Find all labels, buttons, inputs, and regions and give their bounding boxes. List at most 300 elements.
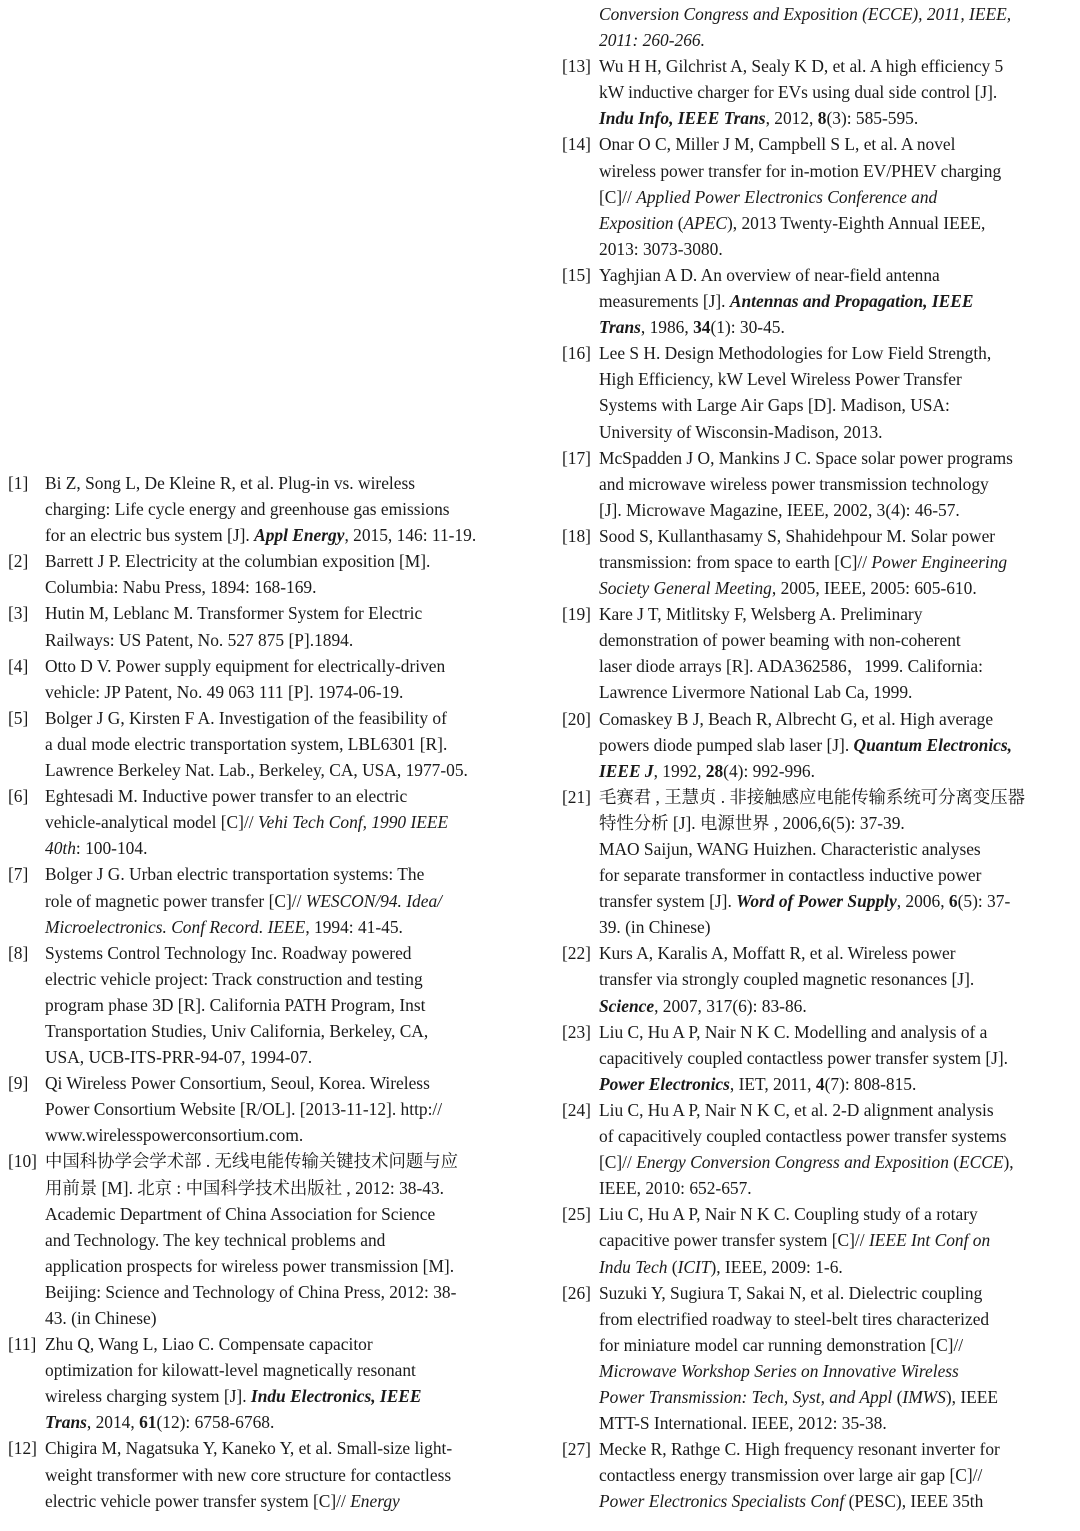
text-run: , 2015, 146: 11-19. bbox=[344, 525, 477, 546]
reference-line bbox=[599, 314, 1078, 340]
text-run: transmission: from space to earth [C]// bbox=[599, 551, 872, 572]
reference-line bbox=[599, 888, 1078, 914]
text-run: contactless energy transmission over large air gap [C]// bbox=[599, 1465, 983, 1486]
text-run: capacitive power transfer system [C]// bbox=[599, 1230, 869, 1251]
reference-line bbox=[599, 601, 1078, 627]
text-run: and microwave wireless power transmission technology bbox=[599, 473, 989, 494]
reference-line bbox=[45, 861, 520, 887]
text-run: MAO Saijun, WANG Huizhen. Characteristic analyses bbox=[599, 839, 981, 859]
reference-text bbox=[599, 1019, 1078, 1097]
reference-line bbox=[45, 966, 520, 992]
reference-number: [19] bbox=[562, 604, 591, 625]
reference-item bbox=[562, 340, 1078, 444]
text-run: Liu C, Hu A P, Nair N K C. Coupling study of a rotary bbox=[599, 1204, 978, 1225]
reference-text bbox=[599, 523, 1078, 601]
text-run: electric vehicle power transfer system [C]// bbox=[45, 1490, 351, 1511]
reference-text bbox=[45, 1331, 520, 1435]
reference-line bbox=[45, 1409, 520, 1435]
reference-number: [4] bbox=[8, 655, 29, 676]
reference-line bbox=[599, 966, 1078, 992]
text-run: ), IEEE bbox=[945, 1386, 999, 1407]
text-run: ), bbox=[1003, 1152, 1014, 1173]
reference-line bbox=[45, 1175, 520, 1201]
reference-line bbox=[599, 1045, 1078, 1071]
reference-number: [8] bbox=[8, 942, 29, 963]
reference-text bbox=[599, 131, 1078, 261]
text-run: Power Consortium Website [R/OL]. [2013-11-12]. http:// bbox=[45, 1099, 443, 1120]
reference-item bbox=[562, 53, 1078, 131]
text-run: ), IEEE, 2009: 1-6. bbox=[710, 1256, 843, 1277]
reference-line bbox=[599, 392, 1078, 418]
text-run: ( bbox=[892, 1386, 903, 1407]
text-run: IEEE J bbox=[599, 760, 654, 781]
text-run: Wu H H, Gilchrist A, Sealy K D, et al. A high efficiency 5 bbox=[599, 56, 1004, 77]
reference-item bbox=[8, 653, 520, 705]
text-run: , 2014, bbox=[86, 1412, 140, 1433]
text-run: APEC bbox=[683, 212, 727, 233]
reference-line bbox=[599, 862, 1078, 888]
text-run: Eghtesadi M. Inductive power transfer to an electric bbox=[45, 786, 408, 807]
reference-item bbox=[562, 1201, 1078, 1279]
reference-line bbox=[45, 1305, 520, 1331]
left-column bbox=[8, 470, 520, 1514]
reference-line bbox=[599, 497, 1078, 523]
reference-line bbox=[599, 1149, 1078, 1175]
reference-line bbox=[45, 1357, 520, 1383]
reference-line bbox=[599, 810, 1078, 836]
reference-line bbox=[599, 340, 1078, 366]
reference-number: [20] bbox=[562, 708, 591, 729]
text-run: Antennas and Propagation, IEEE bbox=[729, 291, 974, 312]
text-run: Energy bbox=[350, 1490, 400, 1511]
continued-reference-text bbox=[562, 1, 1078, 53]
reference-text bbox=[599, 940, 1078, 1018]
text-run: charging: Life cycle energy and greenhouse gas emissions bbox=[45, 499, 450, 520]
text-run: 2011: 260-266. bbox=[599, 30, 705, 51]
text-run: Transportation Studies, Univ California, Berkeley, CA, bbox=[45, 1020, 429, 1041]
reference-line bbox=[599, 445, 1078, 471]
reference-line bbox=[45, 1018, 520, 1044]
reference-item bbox=[8, 705, 520, 783]
text-run: Trans bbox=[599, 317, 641, 338]
reference-text bbox=[599, 1280, 1078, 1437]
reference-item bbox=[8, 1148, 520, 1331]
text-run: Quantum Electronics, bbox=[853, 734, 1013, 755]
reference-number: [14] bbox=[562, 134, 591, 155]
text-run: Microwave Workshop Series on Innovative Wireless bbox=[599, 1360, 959, 1381]
text-run: Systems with Large Air Gaps [D]. Madison, USA: bbox=[599, 395, 950, 416]
text-run: High Efficiency, kW Level Wireless Power Transfer bbox=[599, 369, 962, 390]
text-run: role of magnetic power transfer [C]// bbox=[45, 890, 306, 911]
text-run: 用前景 [M]. 北京 : 中国科学技术出版社 , 2012: 38-43. bbox=[45, 1177, 445, 1198]
reference-item bbox=[8, 1070, 520, 1148]
text-run: Bi Z, Song L, De Kleine R, et al. Plug-in vs. wireless bbox=[45, 473, 415, 493]
text-run: Power Electronics Specialists Conf bbox=[599, 1491, 845, 1512]
reference-text bbox=[599, 1097, 1078, 1201]
reference-line bbox=[599, 836, 1078, 862]
reference-number: [16] bbox=[562, 343, 591, 364]
text-run: Appl Energy bbox=[254, 525, 345, 546]
text-run: demonstration of power beaming with non-coherent bbox=[599, 630, 961, 651]
text-run: Barrett J P. Electricity at the columbian exposition [M]. bbox=[45, 551, 431, 572]
text-run: Power Electronics bbox=[599, 1073, 730, 1094]
reference-line bbox=[599, 653, 1078, 679]
text-run: Systems Control Technology Inc. Roadway powered bbox=[45, 942, 412, 963]
reference-line bbox=[599, 1, 1078, 27]
reference-line bbox=[599, 940, 1078, 966]
reference-line bbox=[45, 1201, 520, 1227]
text-run: vehicle: JP Patent, No. 49 063 111 [P]. 1974-06-19. bbox=[45, 681, 404, 702]
reference-line bbox=[45, 705, 520, 731]
reference-text bbox=[45, 705, 520, 783]
text-run: , 2005, IEEE, 2005: 605-610. bbox=[771, 578, 977, 599]
reference-line bbox=[45, 1096, 520, 1122]
reference-line bbox=[45, 496, 520, 522]
text-run: a dual mode electric transportation system, LBL6301 [R]. bbox=[45, 733, 448, 754]
reference-number: [26] bbox=[562, 1282, 591, 1303]
reference-line bbox=[599, 1019, 1078, 1045]
text-run: 8 bbox=[817, 108, 827, 129]
text-run: Indu Info, IEEE Trans bbox=[599, 108, 766, 129]
text-run: 43. (in Chinese) bbox=[45, 1308, 157, 1328]
reference-text bbox=[45, 548, 520, 600]
reference-line bbox=[45, 1253, 520, 1279]
reference-line bbox=[599, 27, 1078, 53]
reference-line bbox=[599, 105, 1078, 131]
text-run: 28 bbox=[705, 760, 724, 781]
text-run: program phase 3D [R]. California PATH Program, Inst bbox=[45, 994, 426, 1015]
reference-line bbox=[599, 131, 1078, 157]
text-run: Kurs A, Karalis A, Moffatt R, et al. Wireless power bbox=[599, 943, 956, 964]
reference-text bbox=[45, 861, 520, 939]
text-run: USA, UCB-ITS-PRR-94-07, 1994-07. bbox=[45, 1047, 313, 1068]
text-run: Indu Electronics, IEEE bbox=[250, 1386, 422, 1407]
reference-line bbox=[599, 1436, 1078, 1462]
text-run: (3): 585-595. bbox=[826, 108, 919, 129]
text-run: (4): 992-996. bbox=[723, 760, 815, 781]
reference-line bbox=[599, 1384, 1078, 1410]
text-run: Liu C, Hu A P, Nair N K C. Modelling and analysis of a bbox=[599, 1021, 988, 1042]
text-run: 4 bbox=[815, 1073, 825, 1094]
reference-text bbox=[599, 445, 1078, 523]
text-run: IEEE Int Conf on bbox=[868, 1230, 991, 1251]
reference-number: [24] bbox=[562, 1099, 591, 1120]
text-run: weight transformer with new core structure for contactless bbox=[45, 1464, 452, 1485]
reference-line bbox=[599, 1201, 1078, 1227]
reference-line bbox=[599, 549, 1078, 575]
text-run: MTT-S International. IEEE, 2012: 35-38. bbox=[599, 1413, 887, 1434]
text-run: , 2012, bbox=[765, 108, 818, 129]
reference-line bbox=[45, 809, 520, 835]
reference-line bbox=[45, 783, 520, 809]
text-run: (12): 6758-6768. bbox=[156, 1412, 275, 1433]
reference-item bbox=[562, 706, 1078, 784]
text-run: vehicle-analytical model [C]// bbox=[45, 812, 258, 833]
text-run: Columbia: Nabu Press, 1894: 168-169. bbox=[45, 577, 317, 598]
text-run: 34 bbox=[693, 317, 711, 338]
reference-line bbox=[45, 835, 520, 861]
text-run: Mecke R, Rathge C. High frequency resonant inverter for bbox=[599, 1439, 1000, 1460]
reference-line bbox=[45, 914, 520, 940]
reference-line bbox=[45, 470, 520, 496]
reference-line bbox=[599, 1306, 1078, 1332]
right-reference-list bbox=[562, 53, 1078, 1514]
reference-line bbox=[599, 758, 1078, 784]
text-run: (5): 37- bbox=[957, 891, 1011, 912]
text-run: Zhu Q, Wang L, Liao C. Compensate capacitor bbox=[45, 1334, 373, 1355]
reference-line bbox=[599, 184, 1078, 210]
text-run: Beijing: Science and Technology of China Press, 2012: 38- bbox=[45, 1281, 457, 1302]
text-run: ), 2011, IEEE, bbox=[912, 4, 1012, 24]
reference-line bbox=[599, 419, 1078, 445]
reference-line bbox=[599, 471, 1078, 497]
text-run: www.wirelesspowerconsortium.com. bbox=[45, 1125, 304, 1146]
reference-number: [9] bbox=[8, 1073, 29, 1094]
reference-line bbox=[599, 732, 1078, 758]
reference-item bbox=[562, 1019, 1078, 1097]
reference-line bbox=[45, 627, 520, 653]
reference-number: [6] bbox=[8, 786, 29, 807]
reference-number: [12] bbox=[8, 1438, 37, 1459]
text-run: wireless charging system [J]. bbox=[45, 1386, 251, 1407]
reference-number: [17] bbox=[562, 447, 591, 468]
text-run: Lee S H. Design Methodologies for Low Field Strength, bbox=[599, 343, 992, 364]
reference-item bbox=[8, 783, 520, 861]
reference-line bbox=[599, 158, 1078, 184]
reference-line bbox=[45, 940, 520, 966]
text-run: powers diode pumped slab laser [J]. bbox=[599, 734, 854, 755]
text-run: Lawrence Berkeley Nat. Lab., Berkeley, CA, USA, 1977-05. bbox=[45, 760, 468, 781]
text-run: and Technology. The key technical problems and bbox=[45, 1229, 386, 1250]
text-run: Hutin M, Leblanc M. Transformer System for Electric bbox=[45, 603, 423, 624]
text-run: Science bbox=[599, 995, 655, 1016]
text-run: Kare J T, Mitlitsky F, Welsberg A. Preliminary bbox=[599, 604, 923, 625]
right-column bbox=[562, 1, 1078, 1514]
reference-text bbox=[45, 653, 520, 705]
text-run: kW inductive charger for EVs using dual side control [J]. bbox=[599, 82, 998, 103]
text-run: Comaskey B J, Beach R, Albrecht G, et al. High average bbox=[599, 708, 994, 729]
text-run: : 100-104. bbox=[75, 838, 148, 859]
reference-item bbox=[8, 861, 520, 939]
reference-line bbox=[599, 784, 1078, 810]
reference-line bbox=[599, 1332, 1078, 1358]
text-run: Indu Tech bbox=[599, 1256, 668, 1277]
reference-item bbox=[8, 1331, 520, 1435]
reference-line bbox=[45, 757, 520, 783]
reference-line bbox=[45, 1383, 520, 1409]
reference-text bbox=[599, 706, 1078, 784]
text-run: Vehi Tech Conf, 1990 IEEE bbox=[257, 812, 449, 833]
reference-number: [11] bbox=[8, 1334, 37, 1355]
text-run: (7): 808-815. bbox=[824, 1073, 917, 1094]
text-run: , 1992, bbox=[653, 760, 706, 781]
reference-line bbox=[45, 522, 520, 548]
reference-line bbox=[599, 288, 1078, 314]
reference-number: [3] bbox=[8, 603, 29, 624]
reference-number: [23] bbox=[562, 1021, 591, 1042]
reference-line bbox=[599, 706, 1078, 732]
text-run: Applied Power Electronics Conference and bbox=[636, 186, 938, 207]
reference-item bbox=[562, 445, 1078, 523]
reference-line bbox=[599, 1410, 1078, 1436]
reference-line bbox=[45, 574, 520, 600]
reference-number: [2] bbox=[8, 551, 29, 572]
reference-line bbox=[45, 600, 520, 626]
reference-line bbox=[45, 1462, 520, 1488]
reference-line bbox=[599, 236, 1078, 262]
reference-number: [21] bbox=[562, 786, 591, 807]
reference-line bbox=[599, 627, 1078, 653]
text-run: ECCE bbox=[959, 1152, 1004, 1173]
reference-line bbox=[45, 1044, 520, 1070]
reference-line bbox=[599, 1488, 1078, 1514]
text-run: transfer system [J]. bbox=[599, 891, 737, 912]
text-run: capacitively coupled contactless power transfer system [J]. bbox=[599, 1047, 1009, 1068]
text-run: ( bbox=[667, 1256, 678, 1277]
text-run: Bolger J G, Kirsten F A. Investigation of the feasibility of bbox=[45, 707, 447, 728]
text-run: , IET, 2011, bbox=[729, 1073, 816, 1094]
reference-number: [1] bbox=[8, 473, 29, 493]
reference-number: [13] bbox=[562, 56, 591, 77]
reference-text bbox=[45, 1070, 520, 1148]
reference-text bbox=[45, 470, 520, 548]
text-run: 39. (in Chinese) bbox=[599, 917, 711, 938]
reference-line bbox=[45, 992, 520, 1018]
reference-line bbox=[599, 1123, 1078, 1149]
text-run: University of Wisconsin-Madison, 2013. bbox=[599, 421, 883, 442]
reference-number: [15] bbox=[562, 264, 591, 285]
reference-line bbox=[45, 1488, 520, 1514]
text-run: 6 bbox=[948, 891, 958, 912]
text-run: Chigira M, Nagatsuka Y, Kaneko Y, et al. Small-size light- bbox=[45, 1438, 453, 1459]
reference-item bbox=[562, 784, 1078, 941]
text-run: 毛赛君 , 王慧贞 . 非接触感应电能传输系统可分离变压器 bbox=[599, 786, 1026, 807]
reference-number: [25] bbox=[562, 1204, 591, 1225]
reference-text bbox=[599, 1201, 1078, 1279]
text-run: from electrified roadway to steel-belt tires characterized bbox=[599, 1308, 990, 1329]
reference-line bbox=[599, 79, 1078, 105]
reference-text bbox=[45, 1435, 520, 1513]
reference-text bbox=[599, 340, 1078, 444]
reference-line bbox=[45, 1227, 520, 1253]
reference-text bbox=[45, 1148, 520, 1331]
text-run: (PESC), IEEE 35th bbox=[844, 1491, 984, 1512]
reference-item bbox=[562, 1097, 1078, 1201]
text-run: Suzuki Y, Sugiura T, Sakai N, et al. Dielectric coupling bbox=[599, 1282, 983, 1303]
reference-line bbox=[45, 679, 520, 705]
text-run: Academic Department of China Association for Science bbox=[45, 1203, 436, 1224]
reference-line bbox=[599, 1071, 1078, 1097]
text-run: ECCE bbox=[867, 4, 913, 24]
reference-item bbox=[8, 940, 520, 1070]
reference-line bbox=[599, 575, 1078, 601]
text-run: Conversion Congress and Exposition bbox=[599, 4, 858, 24]
text-run: Power Transmission: Tech, Syst, and Appl bbox=[599, 1386, 893, 1407]
reference-line bbox=[599, 1280, 1078, 1306]
text-run: electric vehicle project: Track construction and testing bbox=[45, 968, 423, 989]
text-run: Liu C, Hu A P, Nair N K C, et al. 2-D alignment analysis bbox=[599, 1099, 994, 1120]
reference-line bbox=[599, 1097, 1078, 1123]
text-run: wireless power transfer for in-motion EV/PHEV charging bbox=[599, 160, 1002, 181]
text-run: for miniature model car running demonstration [C]// bbox=[599, 1334, 964, 1355]
text-run: Yaghjian A D. An overview of near-field antenna bbox=[599, 264, 940, 285]
reference-line bbox=[45, 1435, 520, 1461]
reference-line bbox=[45, 548, 520, 574]
reference-text bbox=[45, 600, 520, 652]
text-run: for an electric bus system [J]. bbox=[45, 525, 255, 546]
text-run: WESCON/94. Idea/ bbox=[305, 890, 442, 911]
reference-item bbox=[8, 470, 520, 548]
text-run: McSpadden J O, Mankins J C. Space solar power programs bbox=[599, 447, 1013, 468]
text-run: Exposition bbox=[599, 212, 674, 233]
reference-text bbox=[599, 262, 1078, 340]
text-run: Microelectronics. Conf Record. IEEE bbox=[45, 916, 306, 937]
text-run: for separate transformer in contactless inductive power bbox=[599, 865, 982, 886]
reference-text bbox=[599, 601, 1078, 705]
text-run: ), 2013 Twenty-Eighth Annual IEEE, bbox=[727, 212, 986, 233]
text-run: , 1986, bbox=[640, 317, 694, 338]
text-run: 2013: 3073-3080. bbox=[599, 238, 723, 259]
reference-line bbox=[599, 1227, 1078, 1253]
reference-line bbox=[599, 993, 1078, 1019]
text-run: Otto D V. Power supply equipment for electrically-driven bbox=[45, 655, 446, 676]
reference-line bbox=[45, 1148, 520, 1174]
text-run: Sood S, Kullanthasamy S, Shahidehpour M. Solar power bbox=[599, 525, 996, 546]
reference-text bbox=[45, 783, 520, 861]
reference-line bbox=[45, 1331, 520, 1357]
reference-item bbox=[562, 262, 1078, 340]
text-run: Railways: US Patent, No. 527 875 [P].1894. bbox=[45, 629, 354, 650]
reference-line bbox=[45, 1279, 520, 1305]
text-run: Trans bbox=[45, 1412, 87, 1433]
text-run: [C]// bbox=[599, 1152, 637, 1173]
text-run: of capacitively coupled contactless power transfer systems bbox=[599, 1126, 1007, 1147]
reference-item bbox=[8, 548, 520, 600]
reference-item bbox=[562, 523, 1078, 601]
text-run: Energy Conversion Congress and Exposition bbox=[636, 1152, 949, 1173]
reference-number: [5] bbox=[8, 707, 29, 728]
reference-text bbox=[45, 940, 520, 1070]
reference-number: [10] bbox=[8, 1151, 37, 1172]
text-run: Lawrence Livermore National Lab Ca, 1999. bbox=[599, 682, 913, 703]
text-run: , 2007, 317(6): 83-86. bbox=[654, 995, 807, 1016]
reference-line bbox=[599, 366, 1078, 392]
reference-line bbox=[599, 523, 1078, 549]
reference-line bbox=[599, 679, 1078, 705]
reference-line bbox=[599, 1254, 1078, 1280]
reference-item bbox=[562, 1436, 1078, 1514]
reference-text bbox=[599, 1436, 1078, 1514]
reference-line bbox=[599, 1358, 1078, 1384]
reference-item bbox=[8, 1435, 520, 1513]
reference-text bbox=[599, 53, 1078, 131]
reference-line bbox=[599, 914, 1078, 940]
reference-number: [22] bbox=[562, 943, 591, 964]
reference-line bbox=[45, 1122, 520, 1148]
reference-line bbox=[45, 1070, 520, 1096]
text-run: laser diode arrays [R]. ADA362586，1999. California: bbox=[599, 656, 983, 677]
reference-line bbox=[599, 1462, 1078, 1488]
reference-line bbox=[45, 731, 520, 757]
text-run: 中国科协学会学术部 . 无线电能传输关键技术问题与应 bbox=[45, 1151, 459, 1172]
text-run: measurements [J]. bbox=[599, 291, 730, 312]
text-run: Bolger J G. Urban electric transportation systems: The bbox=[45, 864, 425, 885]
text-run: Society General Meeting bbox=[599, 578, 772, 599]
text-run: , 2006, bbox=[896, 891, 949, 912]
text-run: , 1994: 41-45. bbox=[305, 916, 403, 937]
reference-item bbox=[562, 1280, 1078, 1437]
reference-item bbox=[562, 601, 1078, 705]
